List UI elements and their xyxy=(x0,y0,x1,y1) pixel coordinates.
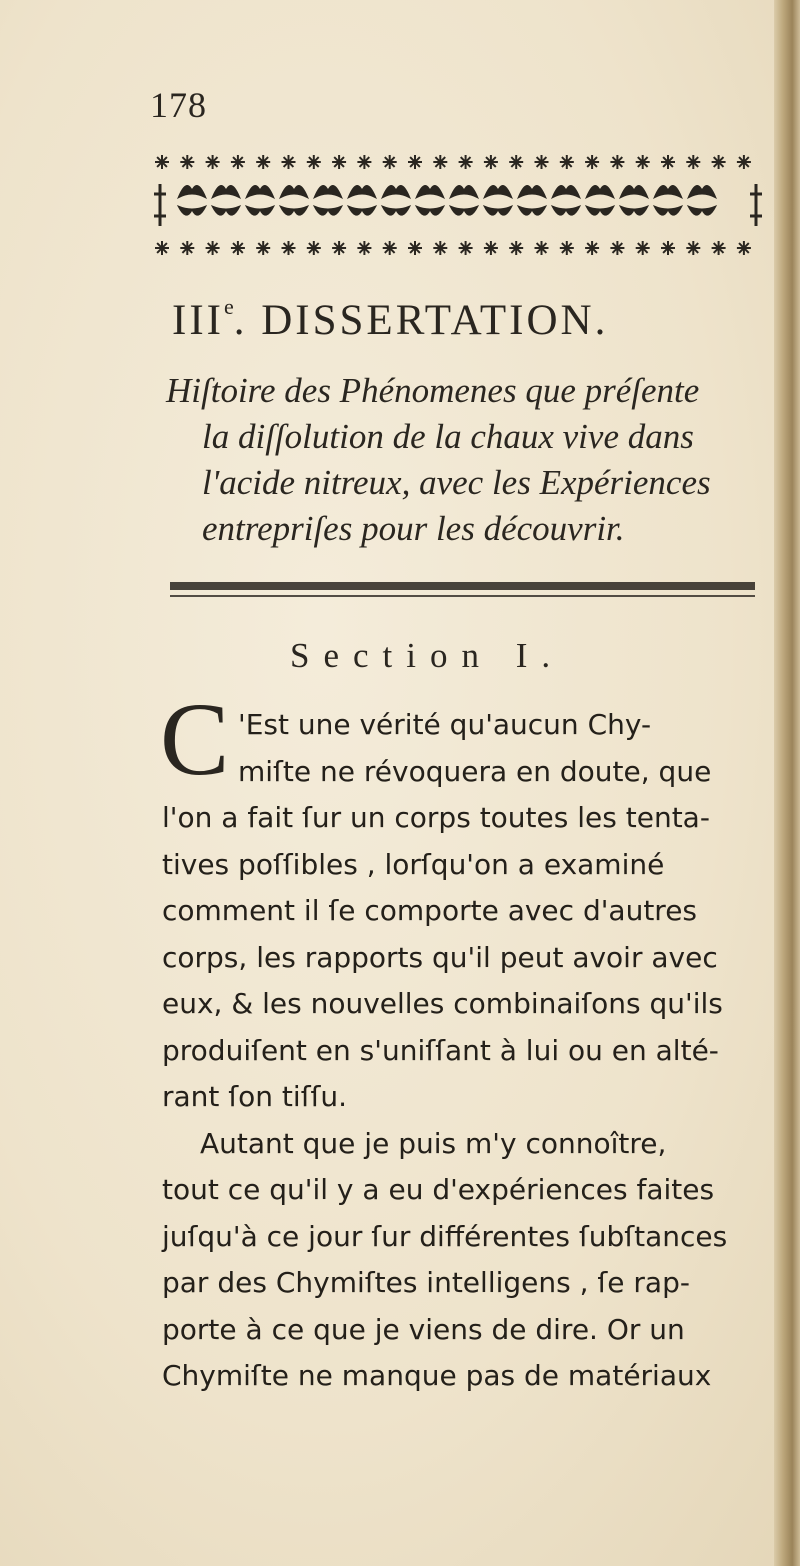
ornament-star xyxy=(459,241,473,255)
subtitle-line: Hiſtoire des Phénomenes que préſente xyxy=(166,371,700,410)
ornament-star xyxy=(712,155,726,169)
ornament-fleuron xyxy=(450,186,478,216)
ornament-star xyxy=(282,155,296,169)
text-line: produiſent en s'uniſſant à lui ou en alté- xyxy=(162,1033,719,1067)
section-heading: Section I. xyxy=(290,636,565,675)
decorative-ornament-band xyxy=(152,140,764,270)
ornament-star xyxy=(484,155,498,169)
ornament-star xyxy=(307,241,321,255)
ornament-star xyxy=(383,155,397,169)
ornament-fleuron xyxy=(246,186,274,216)
ornament-star xyxy=(256,241,270,255)
ornament-fleuron xyxy=(382,186,410,216)
ornament-star xyxy=(383,241,397,255)
ornament-star xyxy=(459,155,473,169)
ornament-star xyxy=(535,241,549,255)
ornament-star xyxy=(585,155,599,169)
text-line: miſte ne révoquera en doute, que xyxy=(238,754,712,788)
text-line: eux, & les nouvelles combinaiſons qu'ils xyxy=(162,987,723,1020)
ornament-fleuron xyxy=(314,186,342,216)
ornament-star xyxy=(610,241,624,255)
ornament-star xyxy=(231,155,245,169)
ornament-star xyxy=(231,241,245,255)
ornament-star xyxy=(535,155,549,169)
ornament-star xyxy=(180,241,194,255)
ornament-star xyxy=(357,241,371,255)
ornament-fleuron xyxy=(518,186,546,216)
dissertation-numeral-sup: e xyxy=(223,294,234,319)
page-edge xyxy=(774,0,800,1566)
drop-capital: C xyxy=(160,682,230,797)
ornament-star xyxy=(433,155,447,169)
text-line: porte à ce que je viens de dire. Or un xyxy=(162,1312,685,1346)
ornament-fleuron xyxy=(654,186,682,216)
ornament-star xyxy=(180,155,194,169)
ornament-fleuron xyxy=(484,186,512,216)
ornament-star xyxy=(433,241,447,255)
ornament-star xyxy=(155,155,169,169)
ornament-fleuron xyxy=(416,186,444,216)
ornament-star xyxy=(560,241,574,255)
subtitle-line: l'acide nitreux, avec les Expériences xyxy=(202,463,711,502)
ornament-star xyxy=(712,241,726,255)
dissertation-numeral: III xyxy=(172,297,224,344)
text-line: comment il ſe comporte avec d'autres xyxy=(162,894,698,927)
ornament-star xyxy=(737,241,751,255)
text-line: Chymiſte ne manque pas de matériaux xyxy=(162,1359,712,1392)
ornament-star xyxy=(661,155,675,169)
dissertation-label: . DISSERTATION. xyxy=(233,297,609,344)
ornament-star xyxy=(155,241,169,255)
ornament-star xyxy=(206,241,220,255)
ornament-star xyxy=(585,241,599,255)
text-line: corps, les rapports qu'il peut avoir avec xyxy=(162,940,718,974)
ornament-star xyxy=(484,241,498,255)
dissertation-subtitle xyxy=(166,368,766,552)
ornament-star xyxy=(610,155,624,169)
ornament-star xyxy=(636,155,650,169)
ornament-star xyxy=(636,241,650,255)
ornament-star xyxy=(206,155,220,169)
text-line: l'on a fait ſur un corps toutes les tenta- xyxy=(162,801,710,834)
subtitle-line: la diſſolution de la chaux vive dans xyxy=(202,417,694,456)
ornament-fleuron xyxy=(178,186,206,216)
text-line: Autant que je puis m'y connoître, xyxy=(200,1126,667,1160)
ornament-star xyxy=(282,241,296,255)
ornament-star xyxy=(509,155,523,169)
ornament-star xyxy=(307,155,321,169)
ornament-fleuron xyxy=(280,186,308,216)
ornament-fleuron xyxy=(212,186,240,216)
ornament-fleuron xyxy=(688,186,716,216)
text-line: tives poſſibles , lorſqu'on a examiné xyxy=(162,847,665,881)
ornament-star xyxy=(686,241,700,255)
ornament-fleuron xyxy=(620,186,648,216)
double-rule-divider xyxy=(170,580,755,610)
dissertation-title xyxy=(172,294,608,345)
ornament-star xyxy=(408,155,422,169)
ornament-star xyxy=(357,155,371,169)
text-line: 'Est une vérité qu'aucun Chy- xyxy=(238,708,652,741)
ornament-star xyxy=(332,155,346,169)
text-line: rant ſon tiſſu. xyxy=(162,1080,348,1113)
page-number: 178 xyxy=(150,85,207,125)
ornament-star xyxy=(509,241,523,255)
ornament-star xyxy=(256,155,270,169)
ornament-star xyxy=(332,241,346,255)
ornament-fleuron xyxy=(586,186,614,216)
text-line: tout ce qu'il y a eu d'expériences faites xyxy=(162,1173,715,1206)
body-text xyxy=(162,702,772,1400)
ornament-star xyxy=(408,241,422,255)
subtitle-line: entrepriſes pour les découvrir. xyxy=(202,509,625,548)
text-line: juſqu'à ce jour ſur différentes ſubſtances xyxy=(162,1219,728,1253)
ornament-star xyxy=(661,241,675,255)
text-line: par des Chymiſtes intelligens , ſe rap- xyxy=(162,1266,690,1299)
ornament-star xyxy=(560,155,574,169)
ornament-star xyxy=(737,155,751,169)
ornament-star xyxy=(686,155,700,169)
ornament-fleuron xyxy=(552,186,580,216)
ornament-fleuron xyxy=(348,186,376,216)
